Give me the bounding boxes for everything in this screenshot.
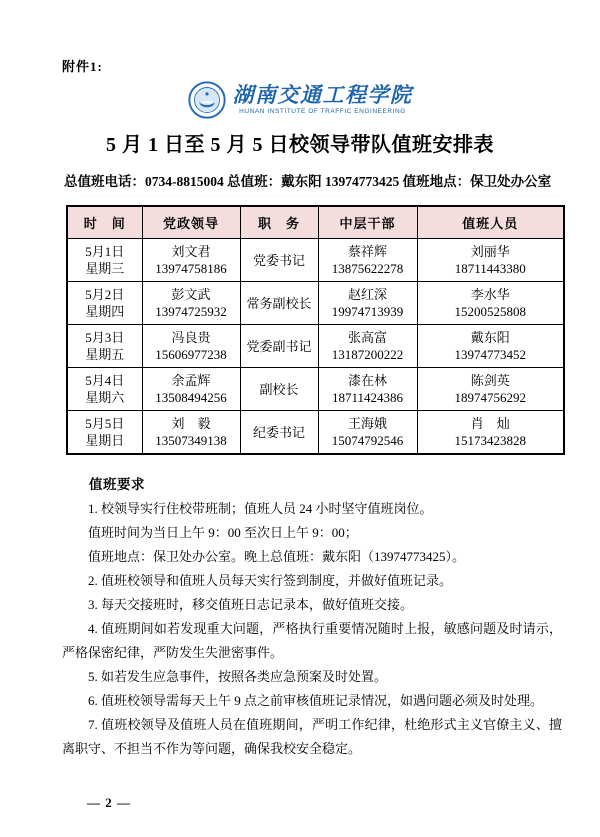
cadre-name: 蔡祥辉 <box>347 244 387 259</box>
staff-name: 戴东阳 <box>470 330 510 345</box>
duty-date-cell <box>67 239 142 282</box>
duty-date: 5月4日 <box>85 373 125 388</box>
column-header-leader: 党政领导 <box>142 206 240 239</box>
cadre-name: 张高富 <box>347 330 387 345</box>
attachment-label: 附件1: <box>62 59 103 74</box>
leader-phone: 13974758186 <box>155 261 227 276</box>
duty-weekday: 星期六 <box>85 390 125 405</box>
duty-date: 5月5日 <box>85 416 125 431</box>
requirement-item: 7. 值班校领导及值班人员在值班期间，严明工作纪律，杜绝形式主义官僚主义、擅离职守、不担当不作为等问题，确保我校安全稳定。 <box>62 717 562 756</box>
leader-phone: 13508494256 <box>155 390 227 405</box>
cadre-cell <box>318 411 417 455</box>
school-logo <box>0 81 600 119</box>
position-cell: 副校长 <box>240 368 318 411</box>
table-row <box>67 411 564 455</box>
duty-weekday: 星期四 <box>85 304 125 319</box>
staff-phone: 15173423828 <box>454 433 526 448</box>
requirement-item: 5. 如若发生应急事件，按照各类应急预案及时处置。 <box>88 669 388 684</box>
leader-name: 彭文武 <box>171 287 211 302</box>
leader-cell <box>142 239 240 282</box>
leader-phone: 13507349138 <box>155 433 227 448</box>
requirement-item: 值班地点：保卫处办公室。晚上总值班：戴东阳（13974773425）。 <box>88 549 466 564</box>
leader-name: 冯良贵 <box>171 330 211 345</box>
requirement-item: 1. 校领导实行住校带班制；值班人员 24 小时坚守值班岗位。 <box>88 501 433 516</box>
staff-name: 李水华 <box>470 287 510 302</box>
position-cell: 党委书记 <box>240 239 318 282</box>
column-header-time: 时 间 <box>67 206 142 239</box>
leader-cell <box>142 411 240 455</box>
position-cell: 常务副校长 <box>240 282 318 325</box>
cadre-phone: 15074792546 <box>331 433 404 448</box>
leader-name: 刘 毅 <box>171 416 211 431</box>
table-row <box>67 239 564 282</box>
requirement-item: 值班时间为当日上午 9：00 至次日上午 9：00； <box>88 525 358 540</box>
cadre-phone: 18711424386 <box>331 390 404 405</box>
cadre-cell <box>318 239 417 282</box>
staff-cell <box>417 239 564 282</box>
table-row <box>67 282 564 325</box>
school-emblem-icon <box>188 81 226 119</box>
table-row <box>67 325 564 368</box>
staff-name: 肖 灿 <box>470 416 510 431</box>
duty-date-cell <box>67 325 142 368</box>
staff-cell <box>417 368 564 411</box>
column-header-staff: 值班人员 <box>417 206 564 239</box>
leader-cell <box>142 282 240 325</box>
leader-cell <box>142 325 240 368</box>
duty-requirements-section <box>62 473 562 761</box>
requirement-item: 6. 值班校领导需每天上午 9 点之前审核值班记录情况，如遇问题必须及时处理。 <box>88 693 544 708</box>
school-name-cn: 湖南交通工程学院 <box>232 82 413 107</box>
cadre-phone: 13875622278 <box>331 261 404 276</box>
duty-date-cell <box>67 411 142 455</box>
staff-name: 刘丽华 <box>470 244 510 259</box>
staff-phone: 18711443380 <box>454 261 526 276</box>
leader-cell <box>142 368 240 411</box>
leader-phone: 13974725932 <box>155 304 227 319</box>
school-logo-text <box>232 82 413 116</box>
leader-name: 余孟辉 <box>171 373 211 388</box>
duty-date: 5月1日 <box>85 244 125 259</box>
position-cell: 纪委书记 <box>240 411 318 455</box>
cadre-cell <box>318 325 417 368</box>
duty-date-cell <box>67 282 142 325</box>
duty-date-cell <box>67 368 142 411</box>
duty-weekday: 星期三 <box>85 261 125 276</box>
requirements-heading: 值班要求 <box>89 477 145 492</box>
duty-date: 5月3日 <box>85 330 125 345</box>
school-name-en: HUNAN INSTITUTE OF TRAFFIC ENGINEERING <box>239 107 406 115</box>
cadre-phone: 13187200222 <box>331 347 404 362</box>
page-title: 5 月 1 日至 5 月 5 日校领导带队值班安排表 <box>106 134 494 156</box>
requirement-item: 3. 每天交接班时，移交值班日志记录本，做好值班交接。 <box>88 597 414 612</box>
cadre-cell <box>318 282 417 325</box>
staff-cell <box>417 282 564 325</box>
duty-weekday: 星期日 <box>85 433 125 448</box>
staff-phone: 18974756292 <box>454 390 526 405</box>
table-row <box>67 368 564 411</box>
staff-phone: 13974773452 <box>454 347 526 362</box>
leader-phone: 15606977238 <box>155 347 227 362</box>
staff-name: 陈剑英 <box>470 373 510 388</box>
leader-name: 刘文君 <box>171 244 211 259</box>
column-header-position: 职 务 <box>240 206 318 239</box>
table-header-row <box>67 206 564 239</box>
cadre-name: 王海娥 <box>347 416 387 431</box>
staff-cell <box>417 411 564 455</box>
position-cell: 党委副书记 <box>240 325 318 368</box>
cadre-cell <box>318 368 417 411</box>
requirement-item: 4. 值班期间如若发现重大问题，严格执行重要情况随时上报，敏感问题及时请示，严格保密纪律，严防发生失泄密事件。 <box>62 621 562 660</box>
cadre-name: 漆在林 <box>347 373 387 388</box>
requirement-item: 2. 值班校领导和值班人员每天实行签到制度，并做好值班记录。 <box>88 573 453 588</box>
page-number: — 2 — <box>87 795 131 810</box>
column-header-cadre: 中层干部 <box>318 206 417 239</box>
duty-schedule-table <box>66 205 565 455</box>
duty-weekday: 星期五 <box>85 347 125 362</box>
staff-phone: 15200525808 <box>454 304 526 319</box>
cadre-name: 赵红深 <box>347 287 387 302</box>
staff-cell <box>417 325 564 368</box>
cadre-phone: 19974713939 <box>331 304 404 319</box>
duty-info-line: 总值班电话：0734-8815004 总值班：戴东阳 13974773425 值班地点：保卫处办公室 <box>64 174 552 189</box>
duty-date: 5月2日 <box>85 287 125 302</box>
